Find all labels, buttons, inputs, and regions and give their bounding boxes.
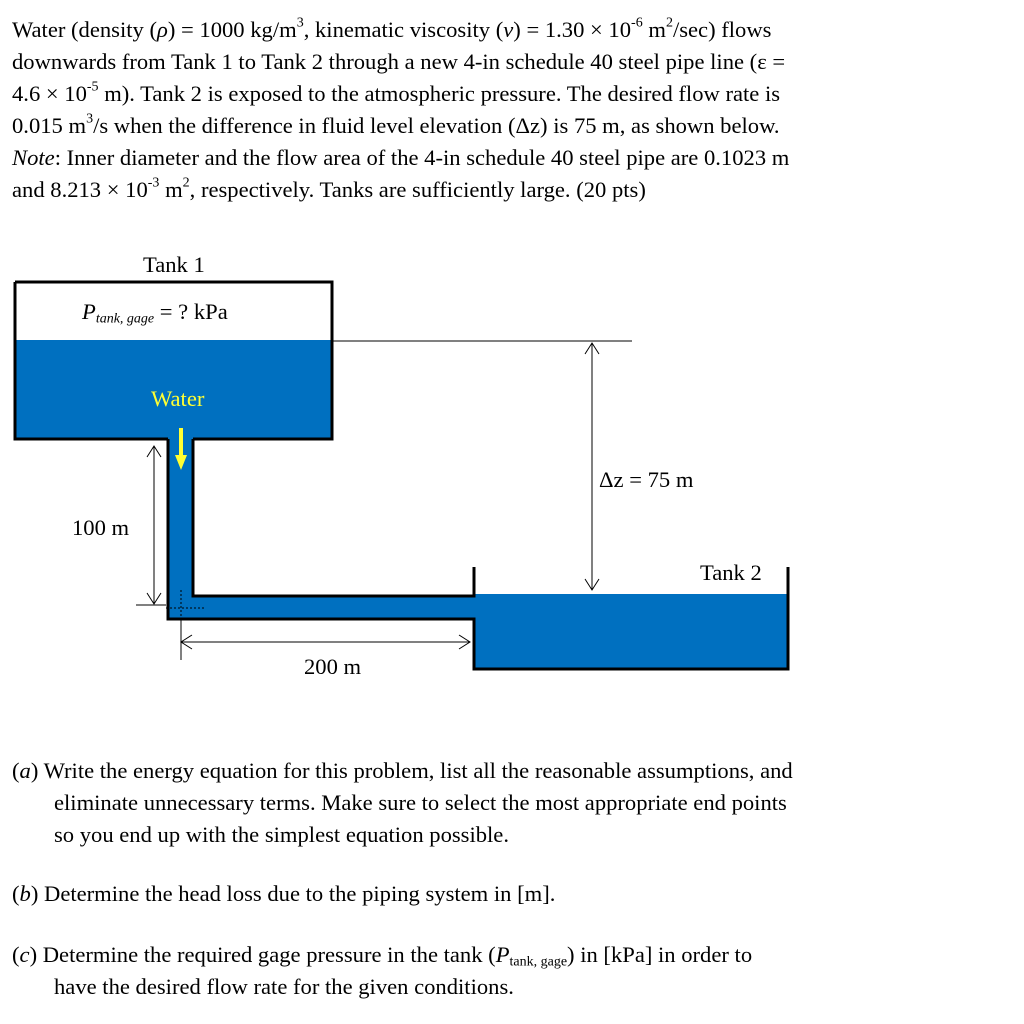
question-b: (b) Determine the head loss due to the piping system in [m].: [12, 881, 556, 906]
problem-line-5: Note: Inner diameter and the flow area of the 4-in schedule 40 steel pipe are 0.1023 m: [12, 145, 790, 170]
tank-pressure-label: $P_{tank, gage}$ = ? kPa: [82, 299, 228, 327]
question-a: (a) Write the energy equation for this problem, list all the reasonable assumptions, and eliminate unnecessary terms. Make sure to select the most appropriate end points so you end up with the simplest equation possible.: [12, 758, 793, 847]
tank2-label: Tank 2: [700, 560, 762, 585]
problem-line-3: $4.6 \times 10^{-5}$ m). Tank 2 is exposed to the atmospheric pressure. The desired flow rate is: [12, 79, 781, 106]
water-label: Water: [151, 386, 205, 411]
horizontal-length-label: 200 m: [304, 654, 362, 679]
question-c: (c) Determine the required gage pressure in the tank $(P_{tank, gage})$ in [kPa] in order to have the desired flow rate for the given conditions.: [12, 942, 753, 999]
pipe-inner-wall: [193, 439, 474, 596]
problem-line-4: 0.015 $m^3/s$ when the difference in fluid level elevation (Δz) is 75 m, as shown below.: [12, 111, 780, 138]
problem-line-6: and $8.213 \times 10^{-3}$ $m^2$, respectively. Tanks are sufficiently large. (20 pts): [12, 175, 646, 202]
problem-line-1: Water (density (ρ) = 1000 $kg/m^3$, kinematic viscosity $(\nu) = 1.30 \times 10^{-6}$ $m^2/\sec$) flows: [12, 15, 772, 42]
tank1-label: Tank 1: [143, 252, 205, 277]
vertical-length-label: 100 m: [72, 515, 130, 540]
problem-line-2: downwards from Tank 1 to Tank 2 through a new 4-in schedule 40 steel pipe line (ε =: [12, 49, 786, 74]
tank2-water: [474, 594, 788, 669]
dz-label: Δz = 75 m: [599, 467, 694, 492]
horizontal-pipe-water: [168, 596, 474, 619]
